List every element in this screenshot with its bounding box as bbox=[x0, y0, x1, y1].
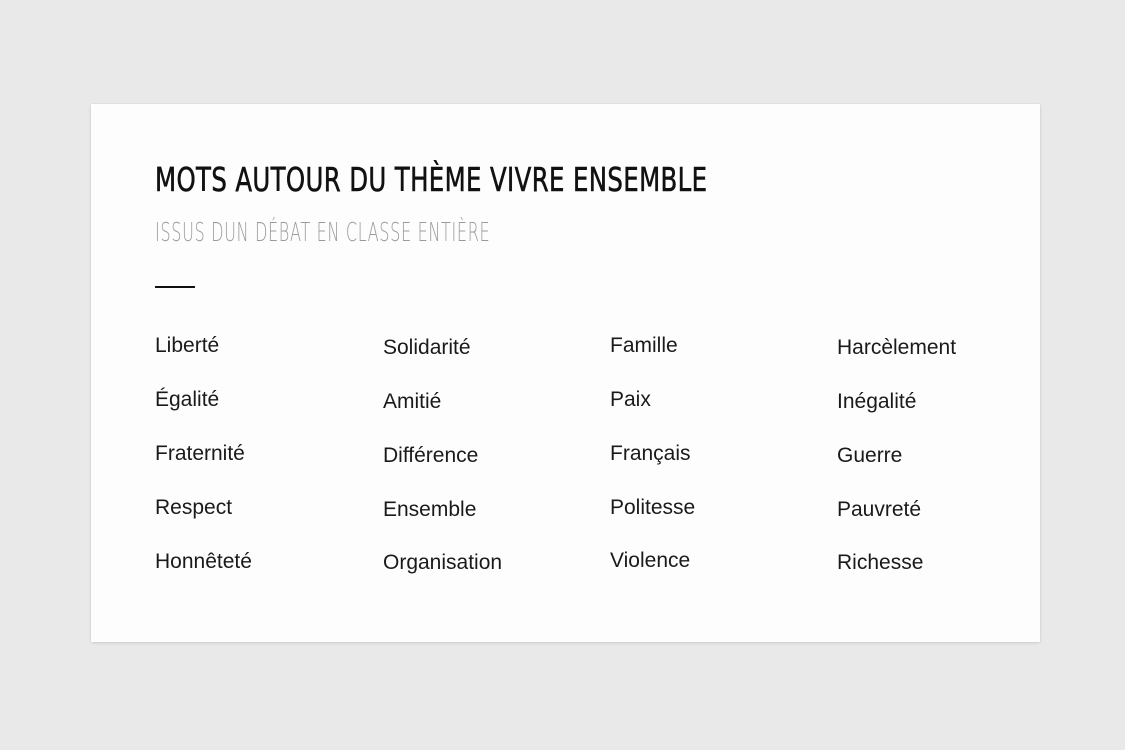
title-divider bbox=[155, 286, 195, 288]
card-subtitle: ISSUS DUN DÉBAT EN CLASSE ENTIÈRE bbox=[155, 218, 491, 248]
word-item: Honnêteté bbox=[155, 550, 252, 573]
word-item: Égalité bbox=[155, 388, 220, 411]
word-item: Pauvreté bbox=[837, 498, 922, 521]
word-item: Solidarité bbox=[383, 336, 471, 359]
word-item: Organisation bbox=[383, 551, 503, 574]
word-item: Violence bbox=[610, 549, 691, 572]
word-item: Fraternité bbox=[155, 442, 245, 465]
word-item: Richesse bbox=[837, 551, 924, 574]
word-item: Politesse bbox=[610, 496, 696, 519]
word-item: Inégalité bbox=[837, 390, 917, 413]
word-item: Ensemble bbox=[383, 498, 477, 521]
word-item: Différence bbox=[383, 444, 479, 467]
word-item: Famille bbox=[610, 334, 678, 357]
word-item: Français bbox=[610, 442, 691, 465]
word-item: Amitié bbox=[383, 390, 442, 413]
word-item: Respect bbox=[155, 496, 233, 519]
word-item: Harcèlement bbox=[837, 336, 957, 359]
card-title: MOTS AUTOUR DU THÈME VIVRE ENSEMBLE bbox=[155, 160, 708, 199]
word-card bbox=[91, 104, 1040, 642]
word-item: Guerre bbox=[837, 444, 903, 467]
word-item: Liberté bbox=[155, 334, 220, 357]
word-item: Paix bbox=[610, 388, 651, 411]
